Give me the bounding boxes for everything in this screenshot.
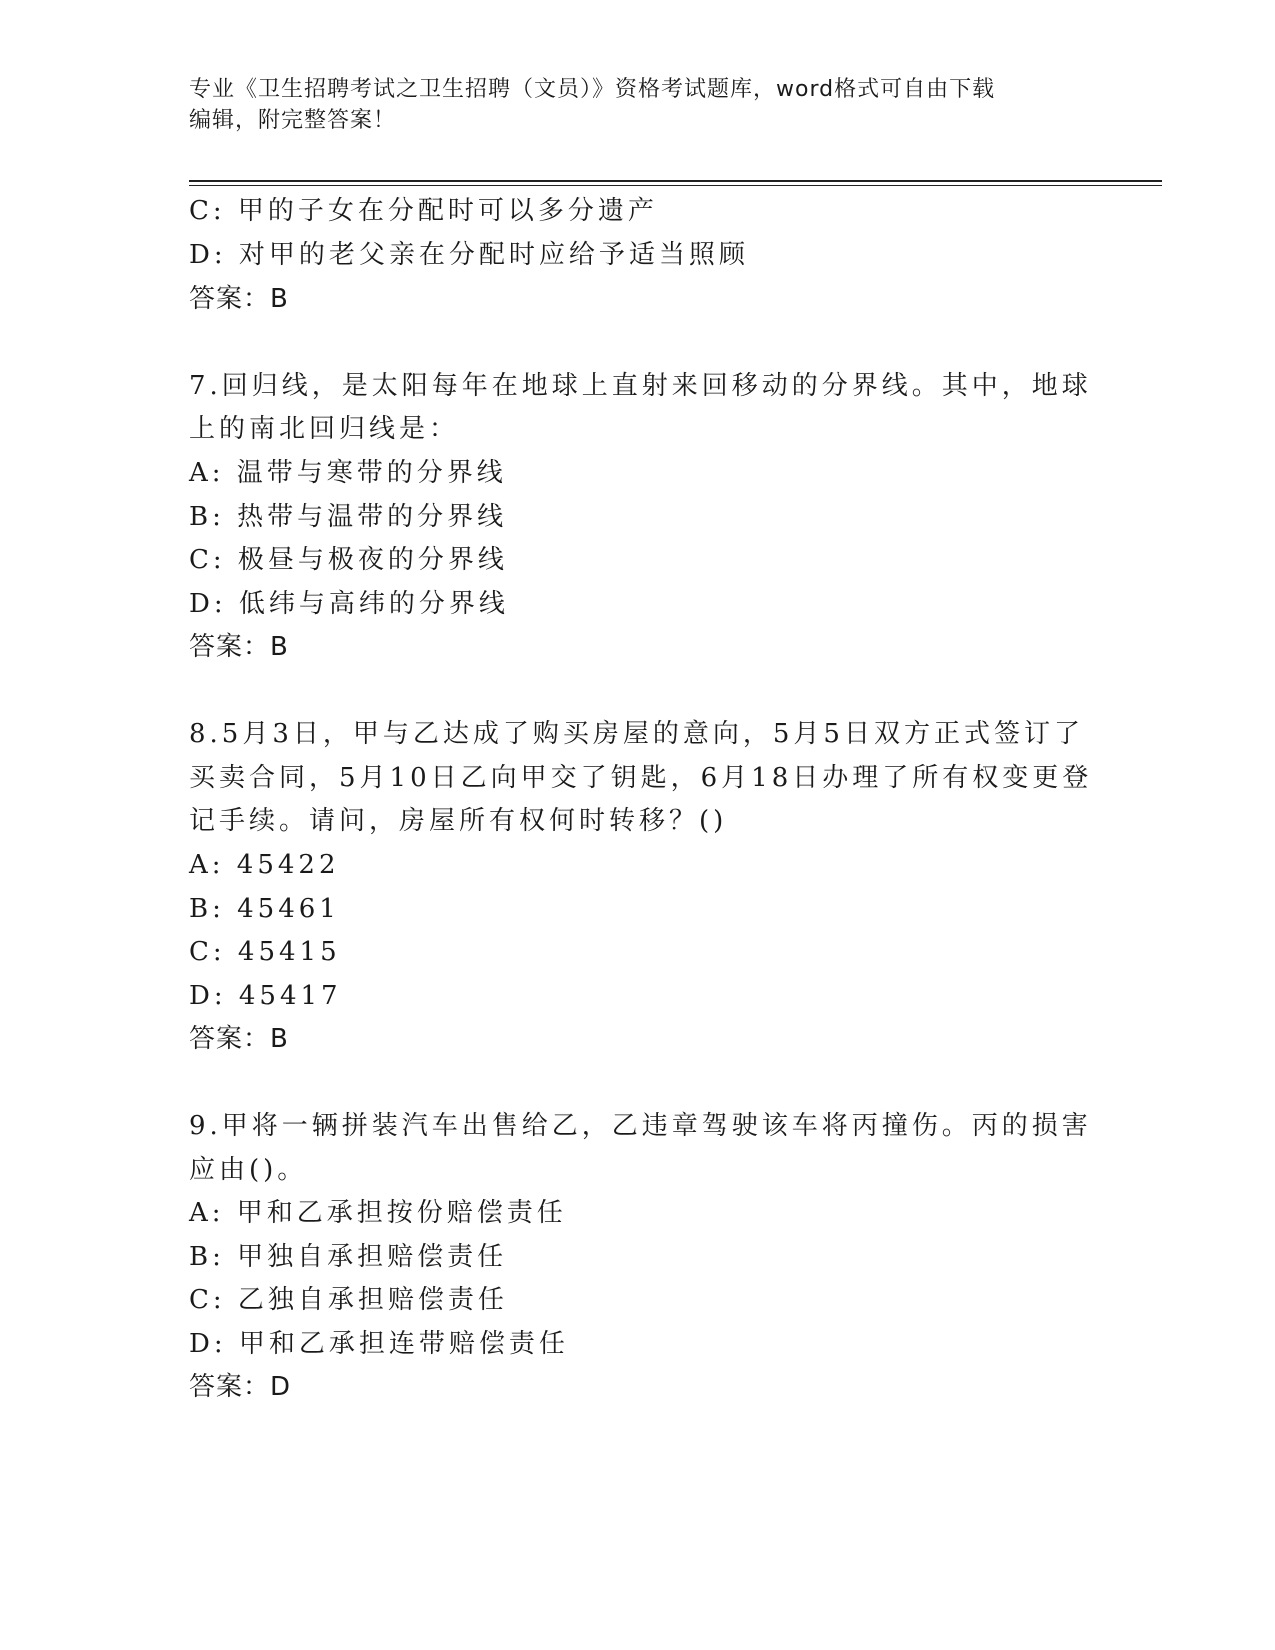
q8-stem-line-3: 记手续。请问，房屋所有权何时转移？() <box>189 806 728 836</box>
header-rule-thin <box>189 185 1162 186</box>
q8-stem-line-1: 8.5月3日，甲与乙达成了购买房屋的意向，5月5日双方正式签订了 <box>189 719 1084 749</box>
q9-stem-line-2: 应由()。 <box>189 1155 308 1185</box>
header-rule-thick <box>189 180 1162 182</box>
q9-option-a: A: 甲和乙承担按份赔偿责任 <box>189 1198 567 1228</box>
q8-option-d: D: 45417 <box>189 981 342 1011</box>
q9-option-d: D: 甲和乙承担连带赔偿责任 <box>189 1329 569 1359</box>
document-header <box>189 74 1089 136</box>
q9-option-b: B: 甲独自承担赔偿责任 <box>189 1242 508 1272</box>
q9-answer: 答案：D <box>189 1372 292 1402</box>
q8-answer: 答案：B <box>189 1024 289 1054</box>
q9-option-c: C: 乙独自承担赔偿责任 <box>189 1285 508 1315</box>
q6-option-c: C: 甲的子女在分配时可以多分遗产 <box>189 196 658 226</box>
q9-stem-line-1: 9.甲将一辆拼装汽车出售给乙，乙违章驾驶该车将丙撞伤。丙的损害 <box>189 1111 1092 1141</box>
q7-answer: 答案：B <box>189 632 289 662</box>
q7-stem-line-2: 上的南北回归线是： <box>189 414 460 444</box>
header-line-2: 编辑，附完整答案！ <box>189 108 397 133</box>
q7-option-a: A: 温带与寒带的分界线 <box>189 458 507 488</box>
q7-stem-line-1: 7.回归线，是太阳每年在地球上直射来回移动的分界线。其中，地球 <box>189 371 1092 401</box>
q6-option-d: D: 对甲的老父亲在分配时应给予适当照顾 <box>189 240 749 270</box>
q8-option-b: B: 45461 <box>189 894 340 924</box>
q7-option-d: D: 低纬与高纬的分界线 <box>189 589 509 619</box>
q7-option-c: C: 极昼与极夜的分界线 <box>189 545 508 575</box>
q8-option-a: A: 45422 <box>189 850 340 880</box>
q7-option-b: B: 热带与温带的分界线 <box>189 502 508 532</box>
header-line-1: 专业《卫生招聘考试之卫生招聘（文员）》资格考试题库，word格式可自由下载 <box>189 77 996 102</box>
q8-option-c: C: 45415 <box>189 937 341 967</box>
q8-stem-line-2: 买卖合同，5月10日乙向甲交了钥匙，6月18日办理了所有权变更登 <box>189 763 1093 793</box>
q6-answer: 答案：B <box>189 284 289 314</box>
